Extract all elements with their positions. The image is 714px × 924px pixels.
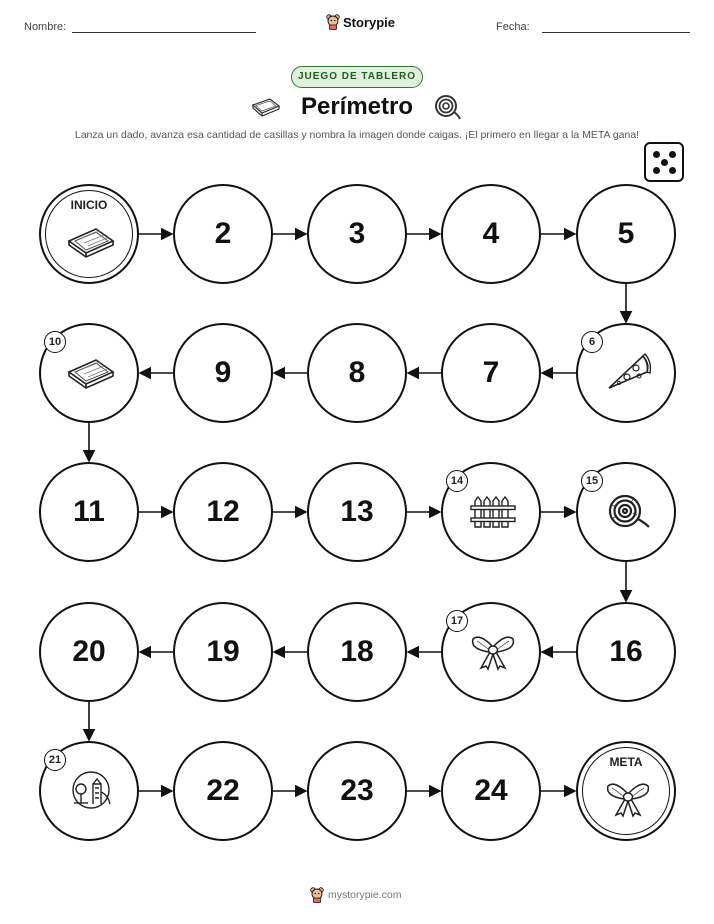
space-number-badge: 10 bbox=[44, 331, 66, 353]
finish-space bbox=[576, 741, 676, 841]
space-number: 19 bbox=[206, 635, 240, 668]
space-number: 7 bbox=[482, 356, 500, 389]
board-space-24 bbox=[441, 741, 541, 841]
board-space-4 bbox=[441, 184, 541, 284]
game-type-pill: JUEGO DE TABLERO bbox=[291, 66, 423, 88]
board-space-20 bbox=[39, 602, 139, 702]
space-number-badge: 21 bbox=[44, 749, 66, 771]
name-label: Nombre: bbox=[24, 21, 67, 33]
board-space-19 bbox=[173, 602, 273, 702]
board-space-16 bbox=[576, 602, 676, 702]
space-number: 3 bbox=[348, 217, 366, 250]
space-number-badge: 14 bbox=[446, 470, 468, 492]
space-number: 4 bbox=[482, 217, 500, 250]
space-number: 2 bbox=[214, 217, 232, 250]
start-space bbox=[39, 184, 139, 284]
board-space-7 bbox=[441, 323, 541, 423]
space-number: 11 bbox=[73, 495, 105, 528]
board-space-12 bbox=[173, 462, 273, 562]
space-number: 23 bbox=[340, 774, 374, 807]
finish-label: META bbox=[609, 755, 643, 769]
board-space-8 bbox=[307, 323, 407, 423]
start-label: INICIO bbox=[70, 198, 108, 212]
board-space-18 bbox=[307, 602, 407, 702]
space-number-badge: 6 bbox=[581, 331, 603, 353]
pizza-slice-icon bbox=[603, 352, 653, 392]
page-title: Perímetro bbox=[300, 93, 414, 120]
space-number: 5 bbox=[617, 217, 635, 250]
board-space-9 bbox=[173, 323, 273, 423]
space-number: 20 bbox=[72, 635, 106, 668]
board-space-13 bbox=[307, 462, 407, 562]
board-space-23 bbox=[307, 741, 407, 841]
space-number-badge: 15 bbox=[581, 470, 603, 492]
date-label: Fecha: bbox=[496, 21, 530, 33]
space-number: 24 bbox=[474, 774, 508, 807]
rope-coil-icon bbox=[603, 491, 653, 531]
brand-name: Storypie bbox=[343, 14, 396, 30]
space-number: 8 bbox=[348, 356, 366, 389]
space-number-badge: 17 bbox=[446, 610, 468, 632]
board-space-2 bbox=[173, 184, 273, 284]
space-number: 18 bbox=[340, 635, 374, 668]
board-space-5 bbox=[576, 184, 676, 284]
space-number: 12 bbox=[206, 495, 240, 528]
space-number: 9 bbox=[214, 356, 232, 389]
footer bbox=[310, 887, 402, 903]
trampoline-icon bbox=[66, 221, 116, 261]
board-space-3 bbox=[307, 184, 407, 284]
bow-icon bbox=[603, 778, 653, 818]
board-space-11 bbox=[39, 462, 139, 562]
space-number: 22 bbox=[206, 774, 240, 807]
space-number: 16 bbox=[609, 635, 643, 668]
trampoline-icon bbox=[66, 352, 116, 392]
space-number: 13 bbox=[340, 495, 374, 528]
bow-icon bbox=[468, 631, 518, 671]
footer-site: mystorypie.com bbox=[328, 889, 402, 901]
storypie-mascot-icon bbox=[310, 887, 324, 903]
fence-icon bbox=[468, 491, 518, 531]
playground-icon bbox=[66, 770, 116, 810]
instructions: Lanza un dado, avanza esa cantidad de casillas y nombra la imagen donde caigas. ¡El primero en llegar a la META gana! bbox=[74, 129, 640, 141]
board-space-22 bbox=[173, 741, 273, 841]
